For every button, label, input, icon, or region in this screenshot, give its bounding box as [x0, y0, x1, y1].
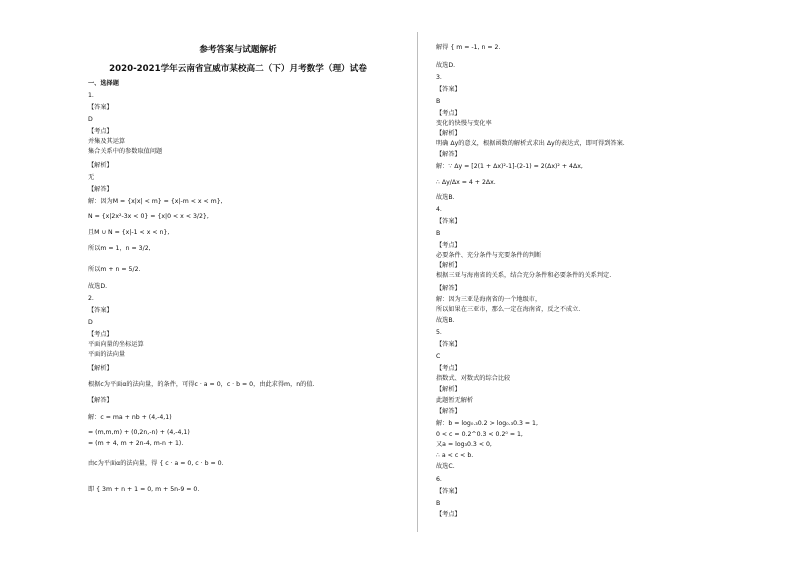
- question-number: 6.: [436, 476, 442, 483]
- answer-label: 【答案】: [436, 488, 461, 495]
- solution-line: 解得 { m = -1, n = 2.: [436, 44, 501, 51]
- solution-line: 由c为平面α的法向量，得 { c · a = 0, c · b = 0.: [88, 460, 224, 467]
- analysis-text: 根据三亚与海南省的关系，结合充分条件和必要条件的关系判定.: [436, 272, 612, 279]
- question-number: 4.: [436, 206, 442, 213]
- kaodian-label: 【考点】: [436, 511, 461, 518]
- page-title: 参考答案与试题解析: [199, 45, 277, 55]
- answer-value: D: [88, 319, 93, 326]
- answer-label: 【答案】: [436, 218, 461, 225]
- analysis-label: 【解析】: [88, 162, 113, 169]
- kaodian-label: 【考点】: [436, 110, 461, 117]
- answer-label: 【答案】: [88, 104, 113, 111]
- analysis-text: 根据c为平面α的法向量，的条件，可得c · a = 0，c · b = 0，由此求得m，n的值.: [88, 381, 315, 388]
- solution-line: 故选C.: [436, 463, 455, 470]
- question-number: 2.: [88, 295, 94, 302]
- analysis-text: 此题暂无解析: [436, 397, 474, 404]
- answer-label: 【答案】: [436, 86, 461, 93]
- kaodian-text: 必要条件、充分条件与充要条件的判断: [436, 252, 542, 259]
- solution-line: 故选D.: [88, 283, 108, 290]
- section-heading: 一、选择题: [88, 80, 119, 87]
- solution-line: ∴ a < c < b.: [436, 452, 474, 459]
- solution-line: 解：c = ma + nb + (4,-4,1): [88, 414, 172, 421]
- solution-line: 0 < c = 0.2^0.3 < 0.2⁰ = 1,: [436, 431, 523, 438]
- question-number: 5.: [436, 329, 442, 336]
- analysis-label: 【解析】: [436, 130, 461, 137]
- solution-line: 解：因为三亚是海南省的一个地级市，: [436, 296, 542, 303]
- answer-value: B: [436, 500, 441, 507]
- solution-line: ∴ Δy/Δx = 4 + 2Δx.: [436, 179, 496, 186]
- solution-line: 解：b = log₀.₃0.2 > log₀.₃0.3 = 1,: [436, 420, 538, 427]
- solution-line: 所以m = 1，n = 3/2,: [88, 245, 151, 252]
- question-number: 3.: [436, 74, 442, 81]
- solution-line: 故选D.: [436, 62, 456, 69]
- kaodian-text: 指数式、对数式的综合比较: [436, 375, 511, 382]
- question-number: 1.: [88, 92, 94, 99]
- kaodian-label: 【考点】: [88, 331, 113, 338]
- solution-line: 且M ∪ N = {x|-1 < x < n},: [88, 229, 170, 236]
- kaodian-label: 【考点】: [436, 365, 461, 372]
- kaodian-label: 【考点】: [436, 242, 461, 249]
- analysis-label: 【解析】: [436, 262, 461, 269]
- answer-label: 【答案】: [88, 307, 113, 314]
- solution-line: 所以m + n = 5/2.: [88, 266, 141, 273]
- answer-value: C: [436, 353, 441, 360]
- column-divider: [417, 32, 418, 532]
- kaodian-label: 【考点】: [88, 128, 113, 135]
- solution-label: 【解答】: [88, 186, 113, 193]
- answer-label: 【答案】: [436, 341, 461, 348]
- exam-title: 2020-2021学年云南省宣威市某校高二（下）月考数学（理）试卷: [109, 64, 367, 74]
- solution-label: 【解答】: [436, 151, 461, 158]
- solution-line: 解：∵ Δy = [2(1 + Δx)²-1]-(2-1) = 2(Δx)² + 4Δx,: [436, 163, 583, 170]
- answer-value: B: [436, 98, 441, 105]
- solution-label: 【解答】: [436, 285, 461, 292]
- solution-line: 即 { 3m + n + 1 = 0, m + 5n-9 = 0.: [88, 486, 200, 493]
- solution-line: N = {x|2x²-3x < 0} = {x|0 < x < 3/2},: [88, 213, 209, 220]
- solution-line: 故选B.: [436, 317, 455, 324]
- kaodian-text: 平面的法向量: [88, 351, 126, 358]
- analysis-text: 无: [88, 174, 95, 181]
- answer-value: D: [88, 116, 93, 123]
- solution-line: 所以如果在三亚市，那么一定在海南省，反之不成立.: [436, 306, 581, 313]
- answer-value: B: [436, 230, 441, 237]
- solution-line: = (m,m,m) + (0,2n,-n) + (4,-4,1): [88, 429, 190, 436]
- solution-line: 解：因为M = {x|x| < m} = {x|-m < x < m},: [88, 198, 223, 205]
- analysis-label: 【解析】: [436, 386, 461, 393]
- analysis-label: 【解析】: [88, 365, 113, 372]
- solution-line: = (m + 4, m + 2n-4, m-n + 1).: [88, 440, 184, 447]
- kaodian-text: 平面向量的坐标运算: [88, 341, 144, 348]
- solution-line: 故选B.: [436, 194, 455, 201]
- solution-label: 【解答】: [436, 408, 461, 415]
- solution-label: 【解答】: [88, 397, 113, 404]
- kaodian-text: 集合关系中的参数取值问题: [88, 148, 163, 155]
- kaodian-text: 变化的快慢与变化率: [436, 120, 492, 127]
- analysis-text: 明确 Δy的意义，根据函数的解析式求出 Δy的表达式，即可得到答案.: [436, 140, 625, 147]
- solution-line: 又a = log₃0.3 < 0,: [436, 441, 492, 448]
- kaodian-text: 并集及其运算: [88, 138, 126, 145]
